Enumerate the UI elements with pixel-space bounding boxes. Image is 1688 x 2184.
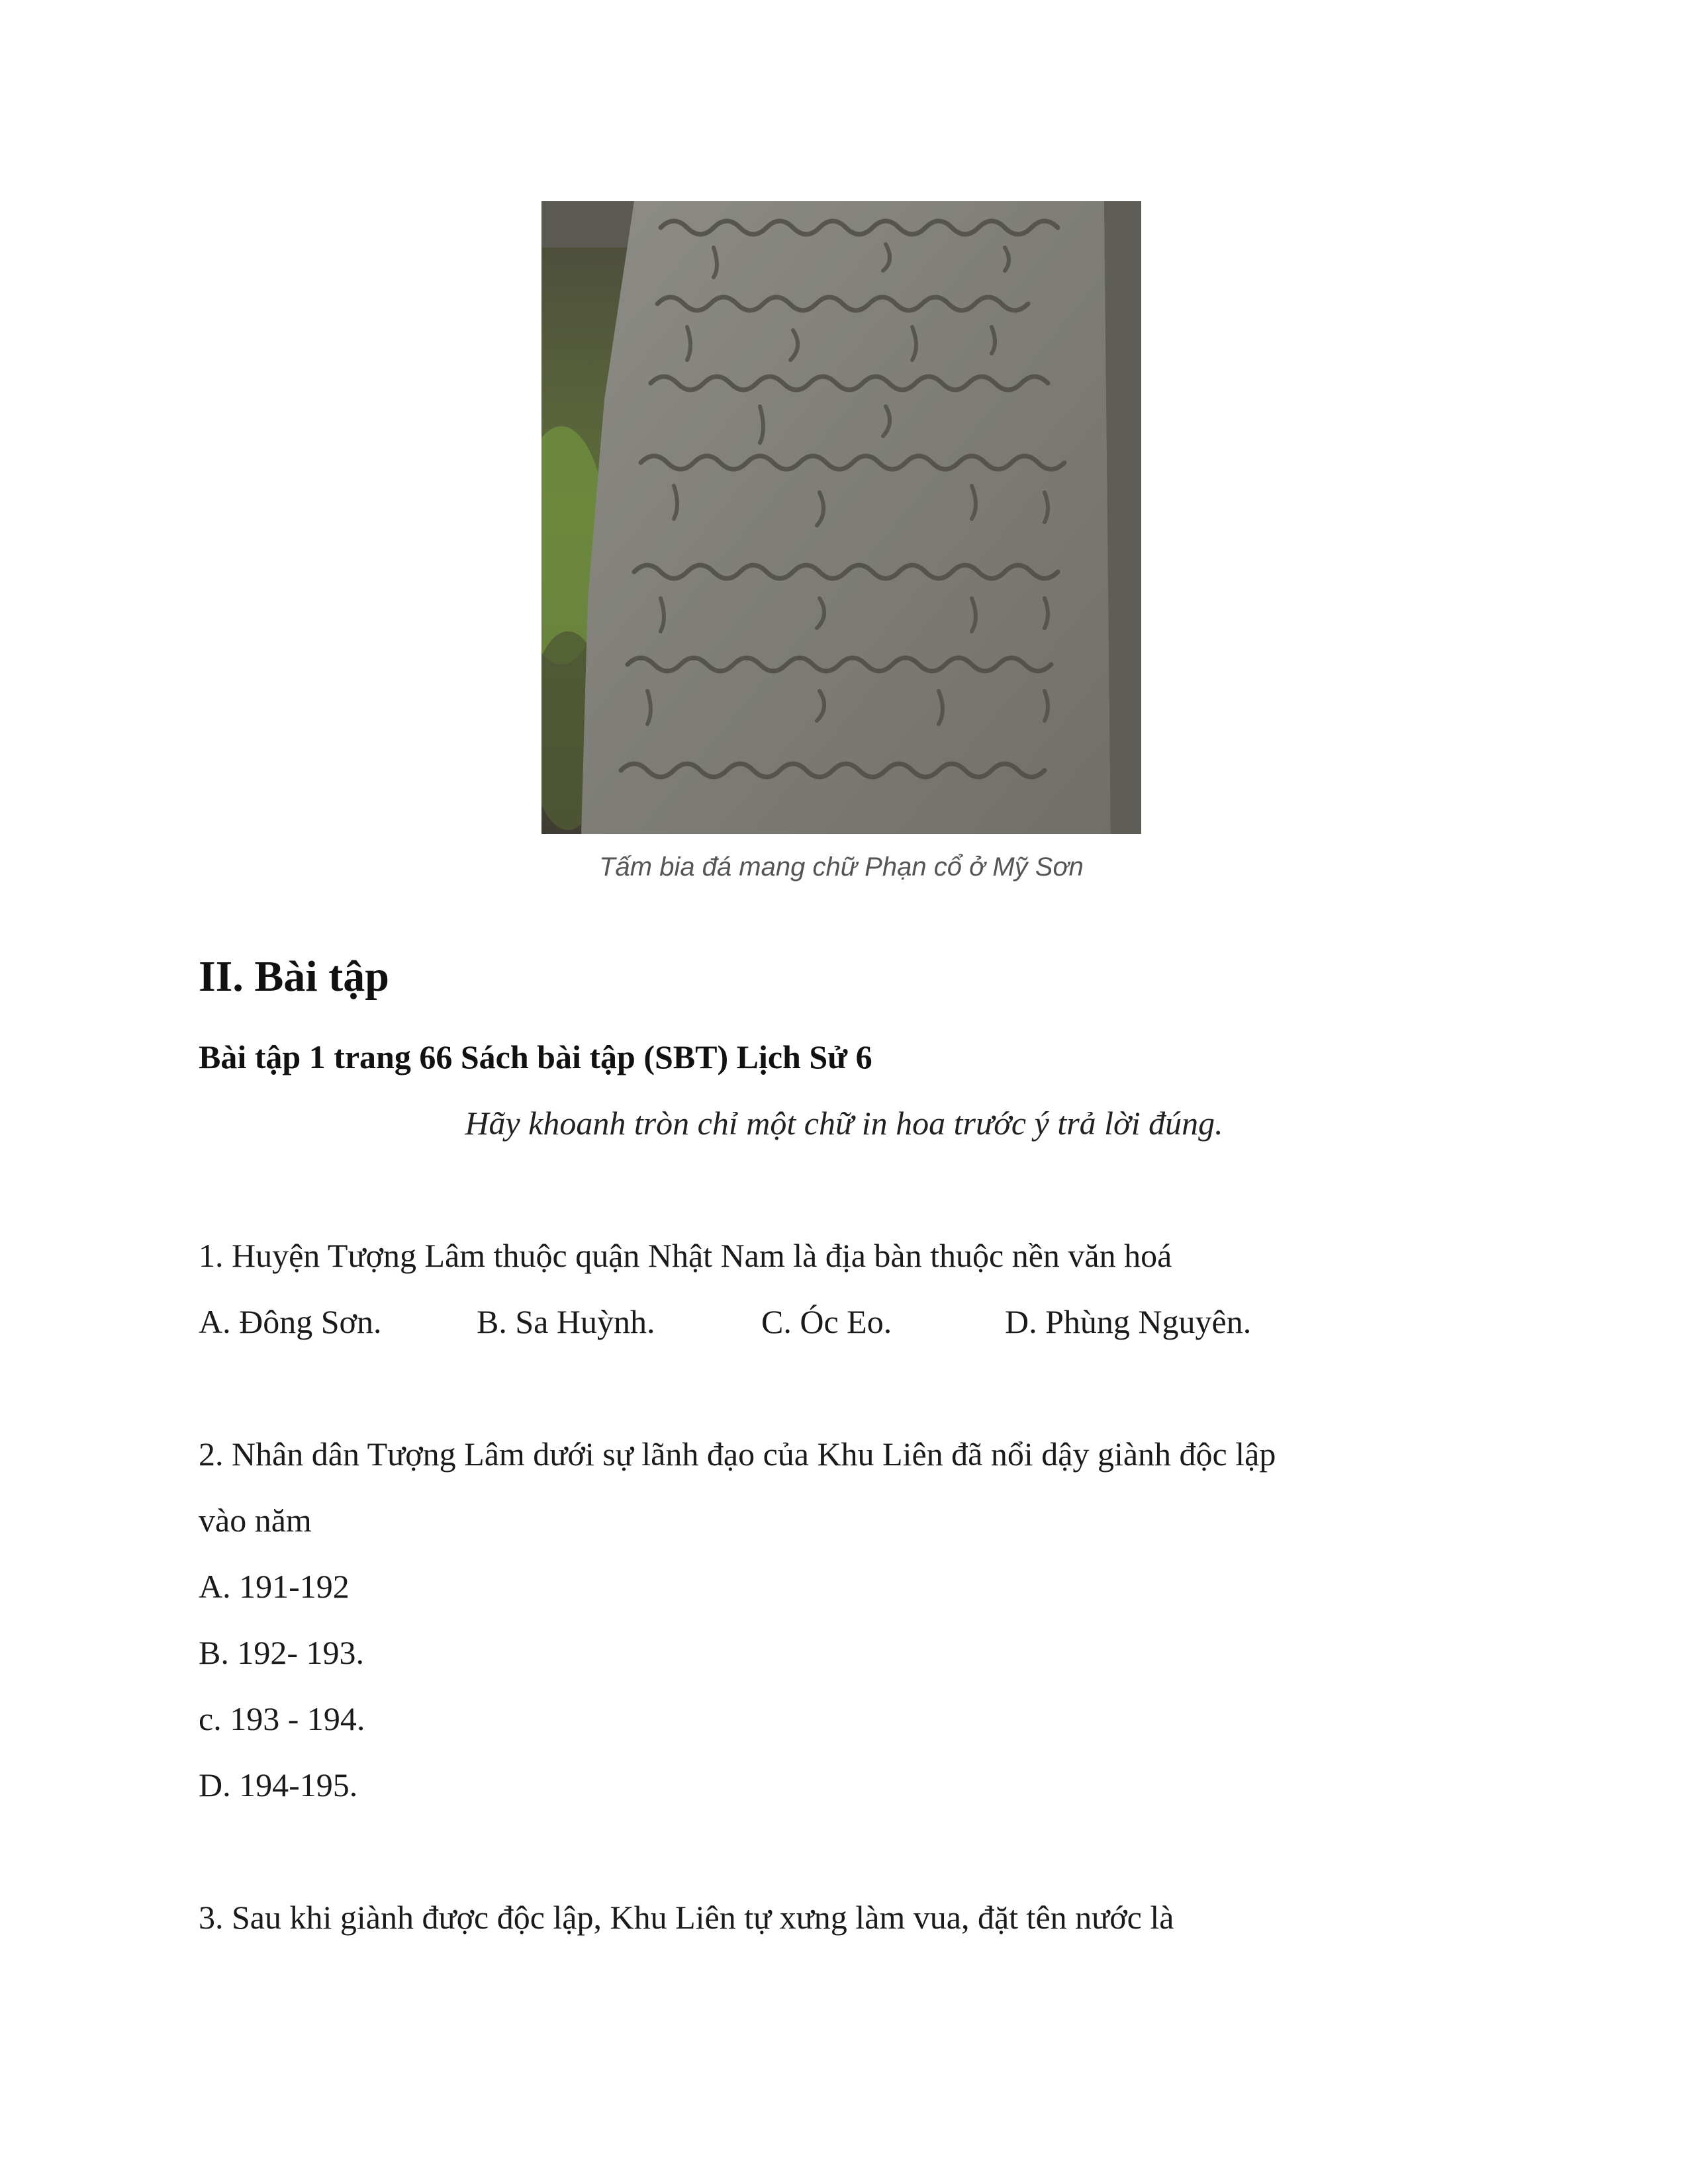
option-b: B. Sa Huỳnh. <box>477 1303 655 1340</box>
question-2-option-b: B. 192- 193. <box>199 1634 364 1671</box>
exercise-title: Bài tập 1 trang 66 Sách bài tập (SBT) Lịch Sử 6 <box>199 1038 872 1075</box>
question-2-text-line1: 2. Nhân dân Tượng Lâm dưới sự lãnh đạo của Khu Liên đã nổi dậy giành độc lập <box>199 1435 1276 1473</box>
section-heading: II. Bài tập <box>199 952 389 1001</box>
stele-photo-image <box>541 201 1141 834</box>
question-1-options <box>199 1302 1390 1342</box>
question-3-text: 3. Sau khi giành được độc lập, Khu Liên tự xưng làm vua, đặt tên nước là <box>199 1899 1174 1936</box>
question-2-option-a: A. 191-192 <box>199 1568 350 1605</box>
question-1-text: 1. Huyện Tượng Lâm thuộc quận Nhật Nam là địa bàn thuộc nền văn hoá <box>199 1237 1172 1274</box>
instruction-text: Hãy khoanh tròn chỉ một chữ in hoa trước ý trả lời đúng. <box>465 1105 1223 1142</box>
option-c: C. Óc Eo. <box>761 1303 892 1340</box>
question-2-option-c: c. 193 - 194. <box>199 1700 365 1737</box>
question-2-text-line2: vào năm <box>199 1502 312 1539</box>
option-d: D. Phùng Nguyên. <box>1005 1303 1252 1340</box>
option-a: A. Đông Sơn. <box>199 1303 382 1340</box>
question-2-option-d: D. 194-195. <box>199 1766 358 1803</box>
figure-caption: Tấm bia đá mang chữ Phạn cổ ở Mỹ Sơn <box>599 852 1084 882</box>
